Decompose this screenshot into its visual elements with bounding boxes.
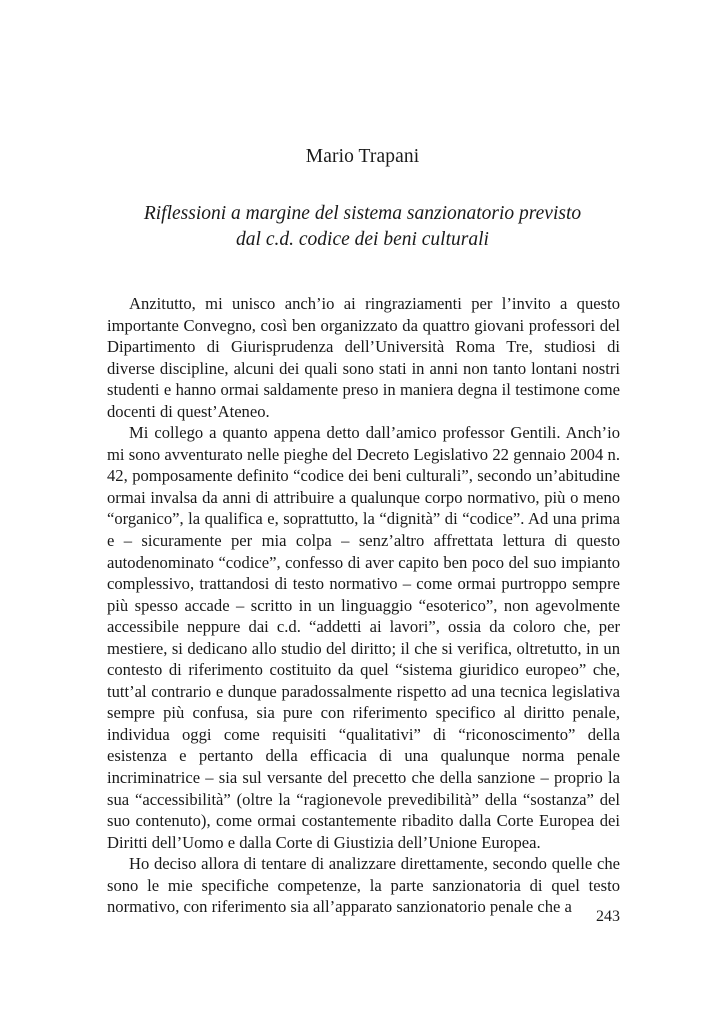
article-title-line-2: dal c.d. codice dei beni culturali bbox=[236, 229, 489, 250]
article-title bbox=[0, 201, 725, 253]
page-number: 243 bbox=[596, 908, 620, 925]
paragraph-1: Anzitutto, mi unisco anch’io ai ringraziamenti per l’invito a questo importante Convegno, così ben organizzato da quattro giovani professori del Dipartimento di Giurisprudenza dell’Università Roma Tre, studiosi di diverse discipline, alcuni dei quali sono stati in anni non tanto lontani nostri studenti e hanno ormai saldamente preso in maniera degna il testimone come docenti di quest’Ateneo. bbox=[107, 294, 620, 421]
paragraph-3: Ho deciso allora di tentare di analizzare direttamente, secondo quelle che sono le mie specifiche competenze, la parte sanzionatoria di quel testo normativo, con riferimento sia all’apparato sanzionatorio penale che a bbox=[107, 854, 620, 917]
author-name: Mario Trapani bbox=[305, 146, 420, 167]
paragraph-2: Mi collego a quanto appena detto dall’amico professor Gentili. Anch’io mi sono avventurato nelle pieghe del Decreto Legislativo 22 gennaio 2004 n. 42, pomposamente definito “codice dei beni culturali”, secondo un’abitudine ormai invalsa da anni di attribuire a qualunque corpo normativo, più o meno “organico”, la qualifica e, soprattutto, la “dignità” di “codice”. Ad una prima e – sicuramente per mia colpa – senz’altro affrettata lettura di questo autodenominato “codice”, confesso di aver capito ben poco del suo impianto complessivo, trattandosi di testo normativo – come ormai purtroppo sempre più spesso accade – scritto in un linguaggio “esoterico”, non agevolmente accessibile neppure dai c.d. “addetti ai lavori”, ossia da coloro che, per mestiere, si dedicano allo studio del diritto; il che si verifica, oltretutto, in un contesto di riferimento costituito da quel “sistema giuridico europeo” che, tutt’al contrario e dunque paradossalmente rispetto ad una tecnica legislativa sempre più confusa, sia pure con riferimento specifico al diritto penale, individua oggi come requisiti “qualitativi” di “riconoscimento” della esistenza e pertanto della efficacia di una qualunque norma penale incriminatrice – sia sul versante del precetto che della sanzione – proprio la sua “accessibilità” (oltre la “ragionevole prevedibilità” della “sostanza” del suo contenuto), come ormai costantemente ribadito dalla Corte Europea dei Diritti dell’Uomo e dalla Corte di Giustizia dell’Unione Europea. bbox=[107, 423, 620, 852]
article-title-line-1: Riflessioni a margine del sistema sanzionatorio previsto bbox=[143, 203, 582, 224]
body-text bbox=[107, 293, 620, 918]
